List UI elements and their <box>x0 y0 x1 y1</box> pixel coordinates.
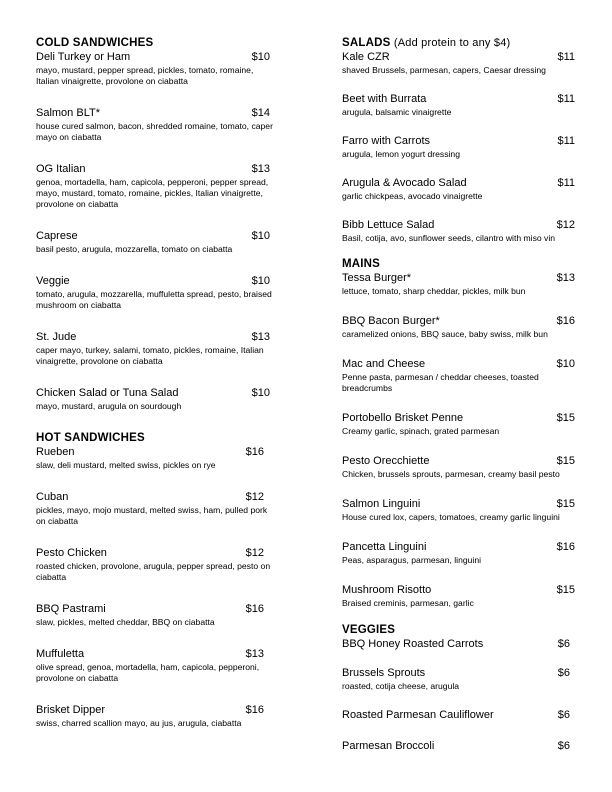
menu-item-salmon-blt <box>36 107 276 143</box>
item-description: roasted chicken, provolone, arugula, pepper spread, pesto on ciabatta <box>36 561 271 582</box>
item-price: $6 <box>557 740 570 752</box>
item-description: caper mayo, turkey, salami, tomato, pickles, romaine, Italian vinaigrette, provolone on ciabatta <box>36 345 264 366</box>
item-description: Basil, cotija, avo, sunflower seeds, cilantro with miso vin <box>342 233 556 243</box>
item-name: Brussels Sprouts <box>342 667 426 679</box>
item-price: $16 <box>245 446 264 458</box>
item-name: Brisket Dipper <box>36 704 106 716</box>
item-name: Chicken Salad or Tuna Salad <box>36 387 179 399</box>
item-description: caramelized onions, BBQ sauce, baby swiss, milk bun <box>342 329 548 339</box>
item-description: Creamy garlic, spinach, grated parmesan <box>342 426 500 436</box>
item-name: Bibb Lettuce Salad <box>342 219 435 231</box>
item-description: Penne pasta, parmesan / cheddar cheeses, toasted breadcrumbs <box>342 372 539 393</box>
item-name: Deli Turkey or Ham <box>36 51 131 63</box>
menu-item-beet-with-burrata <box>342 93 582 118</box>
item-description: olive spread, genoa, mortadella, ham, capicola, pepperoni, provolone on ciabatta <box>36 662 260 683</box>
section-title-salads <box>342 36 582 50</box>
menu-item-farro-with-carrots <box>342 135 582 160</box>
item-name: BBQ Honey Roasted Carrots <box>342 638 484 650</box>
item-name: Farro with Carrots <box>342 135 431 147</box>
item-description: mayo, mustard, pepper spread, pickles, tomato, romaine, Italian vinaigrette, provolone on ciabatta <box>36 65 254 86</box>
item-name: Cuban <box>36 491 69 503</box>
menu-item-caprese <box>36 230 276 255</box>
menu-item-portobello-brisket-penne <box>342 412 582 437</box>
item-price: $16 <box>245 603 264 615</box>
item-description: house cured salmon, bacon, shredded romaine, tomato, caper mayo on ciabatta <box>36 121 273 142</box>
item-name: Mushroom Risotto <box>342 584 432 596</box>
menu-item-pesto-chicken <box>36 547 276 583</box>
item-description: lettuce, tomato, sharp cheddar, pickles, milk bun <box>342 286 526 296</box>
item-price: $15 <box>556 412 575 424</box>
item-description: arugula, balsamic vinaigrette <box>342 107 452 117</box>
item-name: Beet with Burrata <box>342 93 427 105</box>
item-name: Parmesan Broccoli <box>342 740 435 752</box>
menu-item-bbq-honey-roasted-carrots <box>342 638 582 651</box>
item-description: arugula, lemon yogurt dressing <box>342 149 460 159</box>
item-description: House cured lox, capers, tomatoes, creamy garlic linguini <box>342 512 560 522</box>
menu-item-pesto-orecchiette <box>342 455 582 480</box>
item-name: BBQ Bacon Burger* <box>342 315 440 327</box>
item-description: roasted, cotija cheese, arugula <box>342 681 460 691</box>
section-title-cold-sandwiches: COLD SANDWICHES <box>36 37 154 49</box>
item-price: $12 <box>245 547 264 559</box>
item-description: tomato, arugula, mozzarella, muffuletta spread, pesto, braised mushroom on ciabatta <box>36 289 272 310</box>
menu-item-brisket-dipper <box>36 704 276 729</box>
item-name: St. Jude <box>36 331 77 343</box>
menu-item-salmon-linguini <box>342 498 582 523</box>
menu-item-bbq-bacon-burger <box>342 315 582 340</box>
menu-item-cuban <box>36 491 276 527</box>
item-price: $15 <box>556 498 575 510</box>
item-description: swiss, charred scallion mayo, au jus, arugula, ciabatta <box>36 718 242 728</box>
menu-item-mac-and-cheese <box>342 358 582 394</box>
item-price: $12 <box>556 219 575 231</box>
item-name: Caprese <box>36 230 78 242</box>
item-price: $11 <box>557 177 575 189</box>
item-price: $12 <box>245 491 264 503</box>
menu-item-rueben <box>36 446 276 471</box>
menu-item-bibb-lettuce-salad <box>342 219 582 244</box>
item-description: Peas, asparagus, parmesan, linguini <box>342 555 482 565</box>
left-column <box>36 36 276 729</box>
item-name: Salmon BLT* <box>36 107 100 119</box>
item-description: Braised creminis, parmesan, garlic <box>342 598 474 608</box>
item-name: BBQ Pastrami <box>36 603 106 615</box>
item-price: $14 <box>251 107 270 119</box>
section-title-veggies: VEGGIES <box>342 624 396 636</box>
item-description: shaved Brussels, parmesan, capers, Caesar dressing <box>342 65 546 75</box>
item-price: $16 <box>556 315 575 327</box>
item-price: $10 <box>251 275 270 287</box>
menu-item-parmesan-broccoli <box>342 740 582 753</box>
item-price: $16 <box>556 541 575 553</box>
item-name: Roasted Parmesan Cauliflower <box>342 709 494 721</box>
item-name: Tessa Burger* <box>342 272 412 284</box>
menu-item-st-jude <box>36 331 276 367</box>
menu-item-roasted-parmesan-cauliflower <box>342 709 582 722</box>
item-name: Muffuletta <box>36 648 85 660</box>
item-description: genoa, mortadella, ham, capicola, pepperoni, pepper spread, mayo, mustard, tomato, romaine, pickles, Italian vinaigrette, provolone on ciabatta <box>36 177 269 209</box>
item-description: basil pesto, arugula, mozzarella, tomato on ciabatta <box>36 244 233 254</box>
item-price: $10 <box>251 387 270 399</box>
item-description: garlic chickpeas, avocado vinaigrette <box>342 191 483 201</box>
item-description: Chicken, brussels sprouts, parmesan, creamy basil pesto <box>342 469 560 479</box>
item-price: $6 <box>557 667 570 679</box>
menu-item-muffuletta <box>36 648 276 684</box>
item-name: Pesto Orecchiette <box>342 455 430 467</box>
item-price: $11 <box>557 93 575 105</box>
menu-item-tessa-burger <box>342 272 582 297</box>
menu-item-veggie <box>36 275 276 311</box>
menu-item-kale-czr <box>342 51 582 76</box>
section-title-hot-sandwiches: HOT SANDWICHES <box>36 432 145 444</box>
item-name: Kale CZR <box>342 51 390 63</box>
item-description: pickles, mayo, mojo mustard, melted swiss, ham, pulled pork on ciabatta <box>36 505 268 526</box>
menu-item-mushroom-risotto <box>342 584 582 609</box>
item-price: $10 <box>251 230 270 242</box>
item-name: Rueben <box>36 446 75 458</box>
item-price: $10 <box>556 358 575 370</box>
item-price: $11 <box>557 51 575 63</box>
item-price: $13 <box>251 163 270 175</box>
item-name: Pancetta Linguini <box>342 541 427 553</box>
item-price: $16 <box>245 704 264 716</box>
item-price: $15 <box>556 455 575 467</box>
menu-item-arugula-avocado-salad <box>342 177 582 202</box>
item-price: $11 <box>557 135 575 147</box>
menu-item-chicken-or-tuna-salad <box>36 387 276 412</box>
item-price: $6 <box>557 638 570 650</box>
item-description: slaw, deli mustard, melted swiss, pickles on rye <box>36 460 216 470</box>
item-price: $15 <box>556 584 575 596</box>
item-name: Portobello Brisket Penne <box>342 412 464 424</box>
item-name: OG Italian <box>36 163 86 175</box>
item-name: Salmon Linguini <box>342 498 421 510</box>
item-description: mayo, mustard, arugula on sourdough <box>36 401 182 411</box>
item-name: Arugula & Avocado Salad <box>342 177 467 189</box>
item-name: Mac and Cheese <box>342 358 426 370</box>
item-name: Veggie <box>36 275 70 287</box>
menu-item-deli-turkey-or-ham <box>36 51 276 87</box>
section-note: (Add protein to any $4) <box>393 37 511 49</box>
item-description: slaw, pickles, melted cheddar, BBQ on ciabatta <box>36 617 215 627</box>
section-title-mains: MAINS <box>342 258 381 270</box>
menu-item-pancetta-linguini <box>342 541 582 566</box>
item-price: $10 <box>251 51 270 63</box>
item-price: $13 <box>245 648 264 660</box>
item-price: $13 <box>556 272 575 284</box>
right-column <box>342 36 582 753</box>
item-price: $13 <box>251 331 270 343</box>
item-price: $6 <box>557 709 570 721</box>
section-title-text: SALADS <box>342 37 391 49</box>
item-name: Pesto Chicken <box>36 547 107 559</box>
menu-item-og-italian <box>36 163 276 210</box>
menu-item-brussels-sprouts <box>342 667 582 692</box>
menu-item-bbq-pastrami <box>36 603 276 628</box>
